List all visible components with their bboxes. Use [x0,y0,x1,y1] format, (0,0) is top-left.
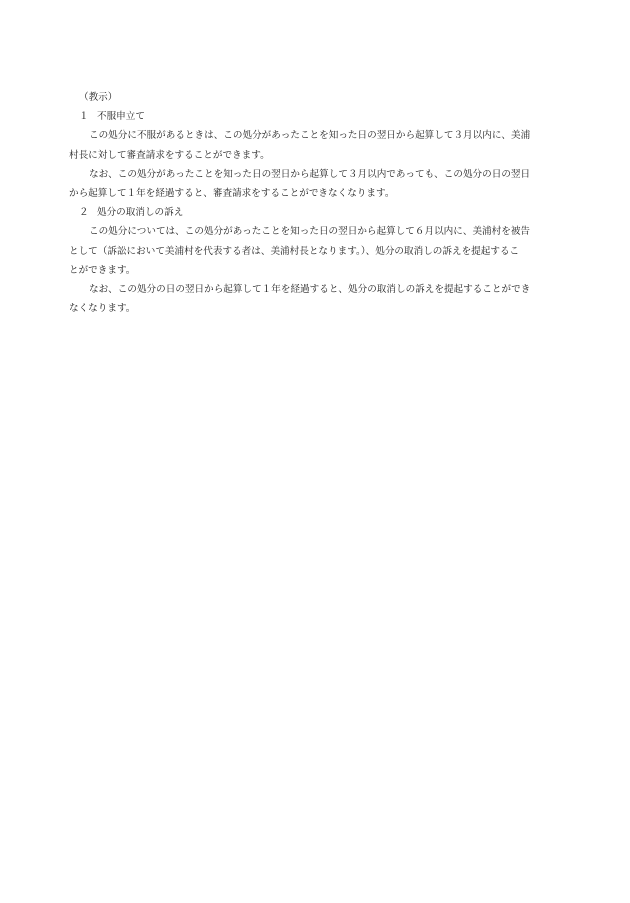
paragraph-line: なお、この処分があったことを知った日の翌日から起算して３月以内であっても、この処分の日の翌日 [89,168,531,180]
paragraph-line: とができます。 [69,264,136,276]
section-2-title: 処分の取消しの訴え [97,207,184,219]
notice-document [69,88,553,318]
section-2-paragraph-1 [69,222,553,280]
section-2-paragraph-2 [69,280,553,318]
notice-title: （教示） [79,92,118,103]
section-2-number: ２ [79,207,89,219]
paragraph-line: この処分については、この処分があったことを知った日の翌日から起算して６月以内に、美浦村を被告 [89,226,531,238]
paragraph-line: なお、この処分の日の翌日から起算して１年を経過すると、処分の取消しの訴えを提起することができ [89,284,531,296]
section-1-paragraph-2 [69,165,553,203]
paragraph-line: として（訴訟において美浦村を代表する者は、美浦村長となります。）、処分の取消しの訴えを提起するこ [69,245,520,257]
section-1-paragraph-1 [69,126,553,164]
paragraph-line: なくなります。 [69,303,136,315]
section-1-number: １ [79,111,89,123]
paragraph-line: 村長に対して審査請求をすることができます。 [69,149,270,161]
section-1-heading [79,107,553,126]
paragraph-line: から起算して１年を経過すると、審査請求をすることができなくなります。 [69,188,395,200]
paragraph-line: この処分に不服があるときは、この処分があったことを知った日の翌日から起算して３月以内に、美浦 [89,130,531,142]
section-1-title: 不服申立て [97,111,145,123]
section-2-heading [79,203,553,222]
